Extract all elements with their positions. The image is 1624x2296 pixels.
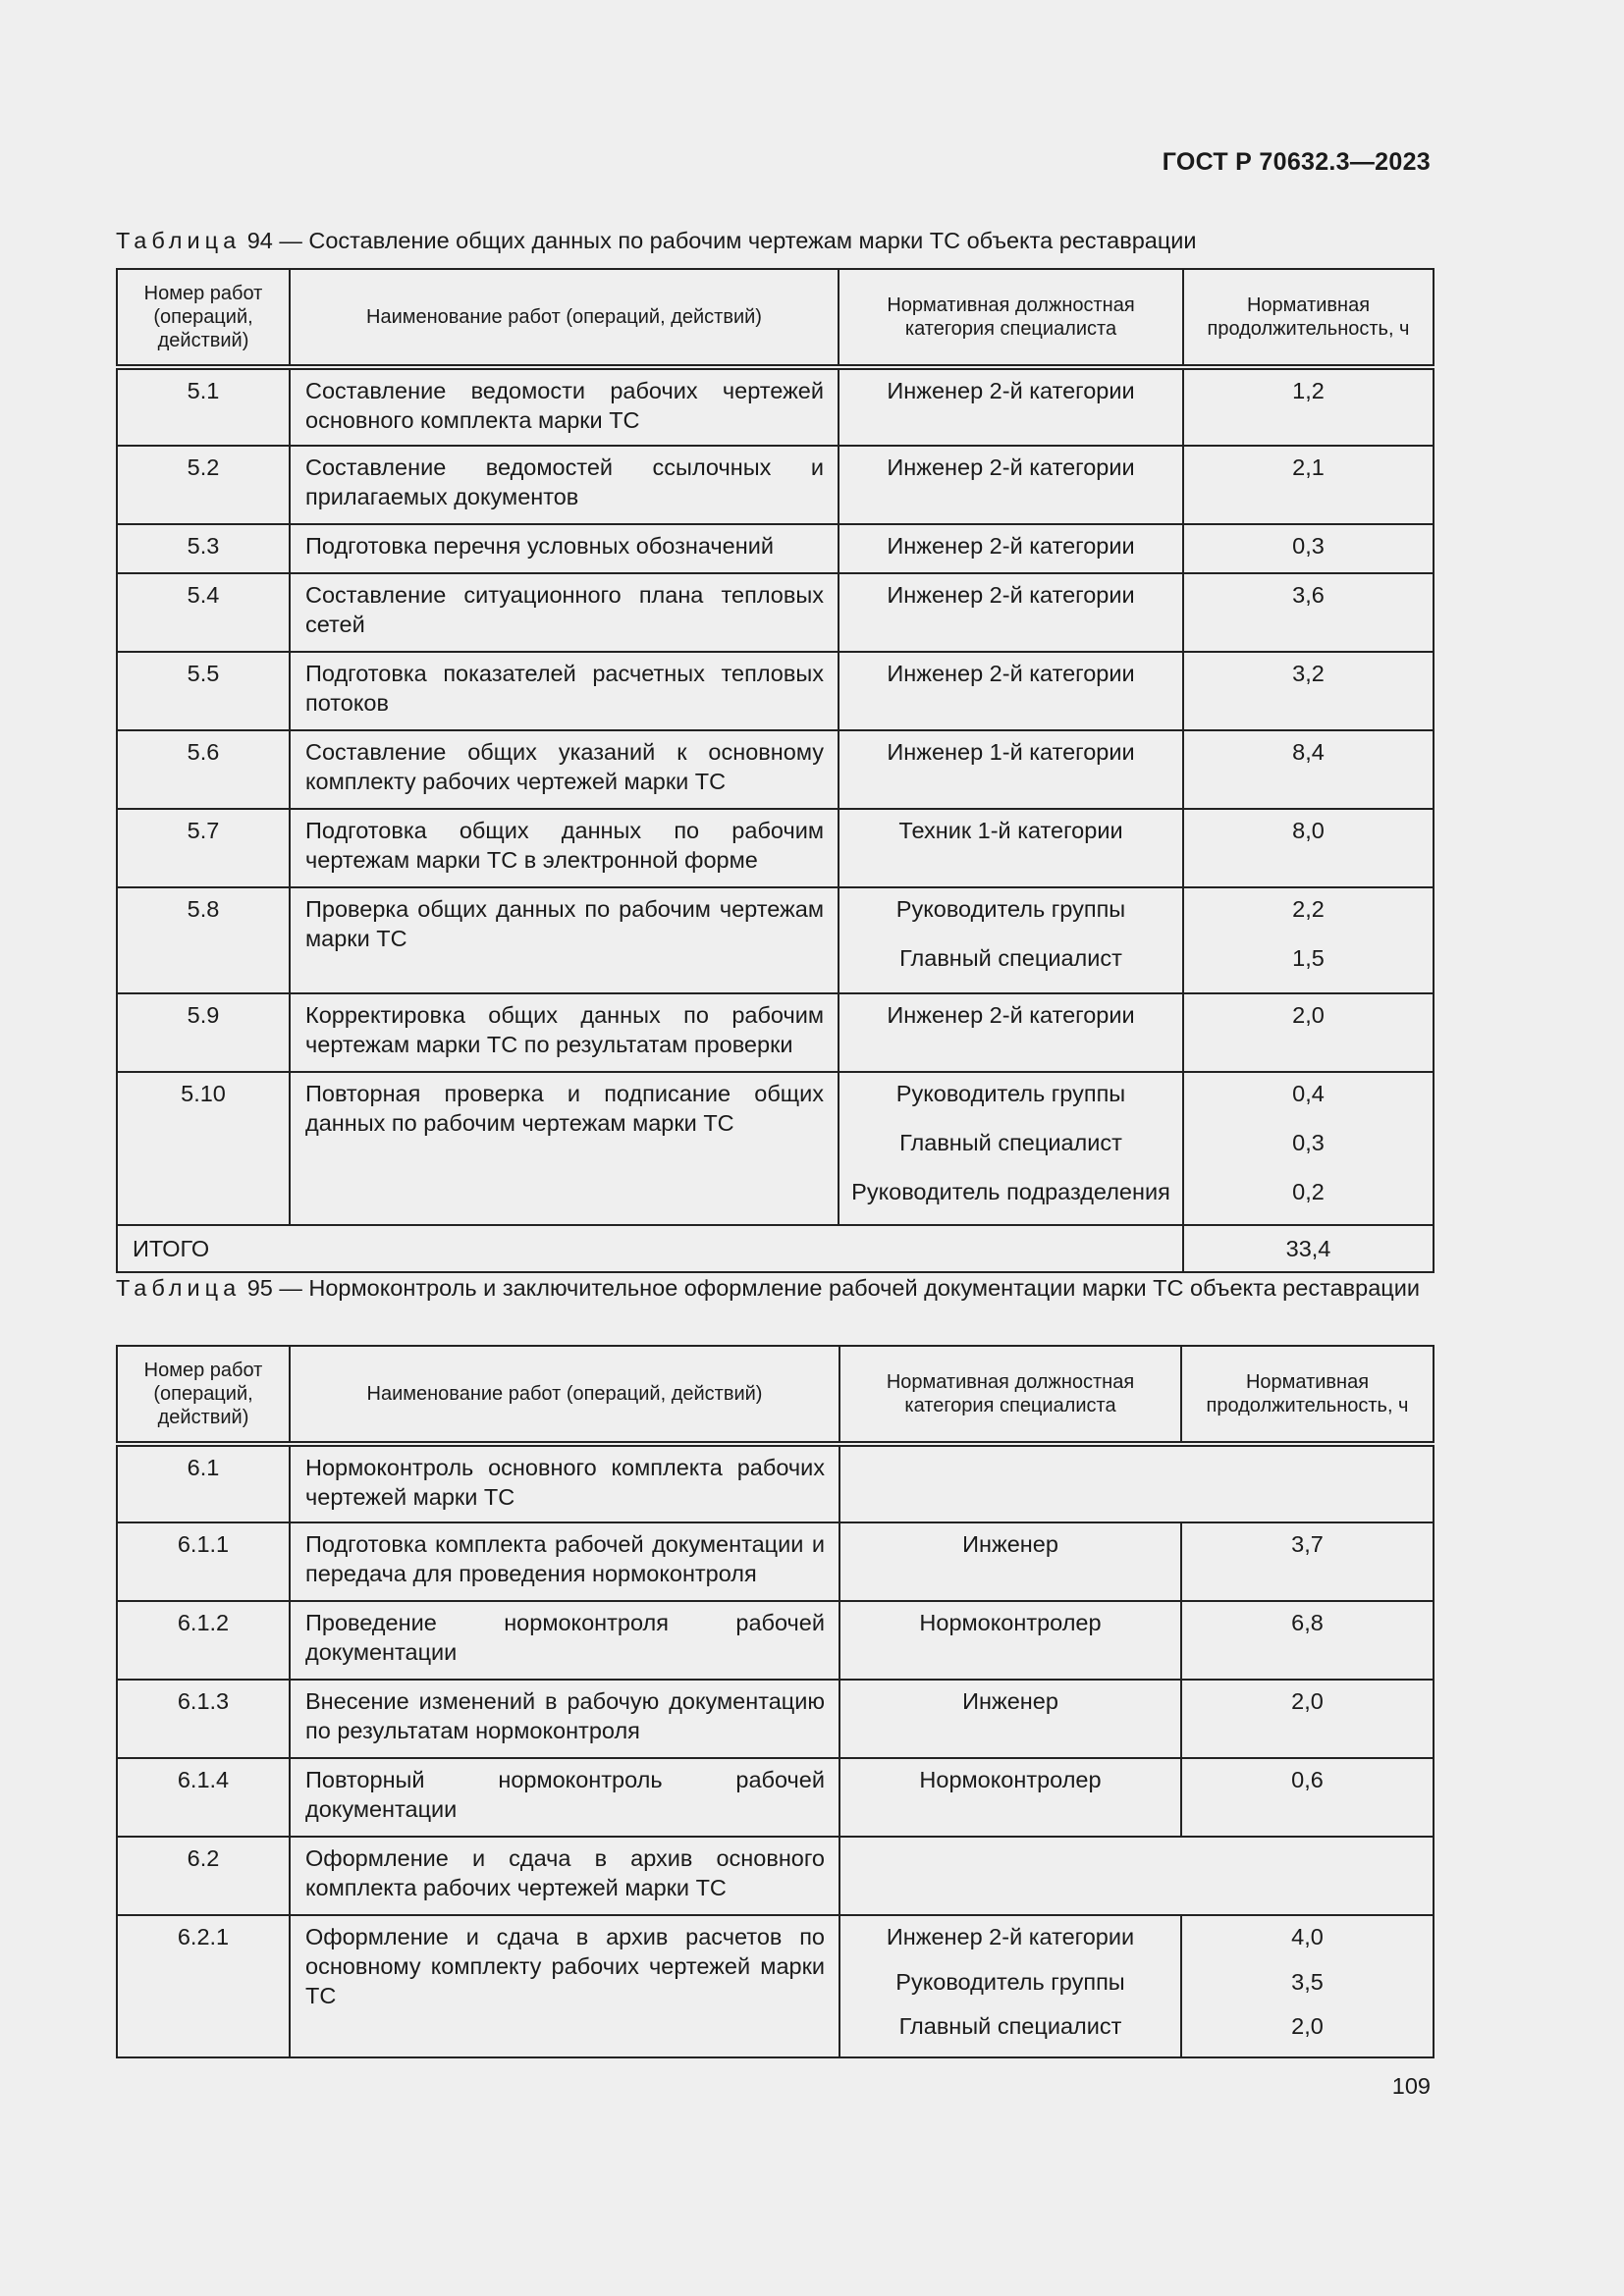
total-label: ИТОГО bbox=[117, 1225, 1183, 1272]
row-position: Руководитель подразделения bbox=[839, 1177, 1183, 1225]
row-duration: 2,0 bbox=[1183, 993, 1434, 1072]
row-number: 5.2 bbox=[117, 446, 290, 524]
row-duration: 6,8 bbox=[1181, 1601, 1434, 1680]
table-header-row bbox=[117, 1346, 1434, 1444]
table-94-caption bbox=[116, 226, 1432, 255]
row-position: Главный специалист bbox=[839, 943, 1183, 993]
row-name: Составление ведомостей ссылочных и прилагаемых документов bbox=[290, 446, 839, 524]
table-row bbox=[117, 446, 1434, 524]
row-number: 5.10 bbox=[117, 1072, 290, 1225]
table-row bbox=[117, 1601, 1434, 1680]
row-number: 5.4 bbox=[117, 573, 290, 652]
row-name: Подготовка перечня условных обозначений bbox=[290, 524, 839, 573]
col-header-name: Наименование работ (операций, действий) bbox=[290, 1346, 839, 1444]
row-duration: 2,0 bbox=[1181, 1680, 1434, 1758]
row-number: 5.7 bbox=[117, 809, 290, 887]
table-row bbox=[117, 1837, 1434, 1915]
total-row bbox=[117, 1225, 1434, 1272]
row-position: Инженер 2-й категории bbox=[839, 367, 1183, 446]
row-name: Подготовка показателей расчетных тепловых потоков bbox=[290, 652, 839, 730]
row-name: Подготовка общих данных по рабочим чертежам марки ТС в электронной форме bbox=[290, 809, 839, 887]
row-name: Составление общих указаний к основному комплекту рабочих чертежей марки ТС bbox=[290, 730, 839, 809]
row-name: Составление ситуационного плана тепловых сетей bbox=[290, 573, 839, 652]
table-row bbox=[117, 1522, 1434, 1601]
row-position: Инженер bbox=[839, 1680, 1181, 1758]
table-row bbox=[117, 1072, 1434, 1128]
row-number: 6.1.4 bbox=[117, 1758, 290, 1837]
row-name: Проведение нормоконтроля рабочей документации bbox=[290, 1601, 839, 1680]
empty-cell bbox=[839, 1444, 1434, 1522]
row-duration: 8,4 bbox=[1183, 730, 1434, 809]
table-row bbox=[117, 1680, 1434, 1758]
table-94 bbox=[116, 268, 1435, 1273]
total-value: 33,4 bbox=[1183, 1225, 1434, 1272]
row-duration: 2,2 bbox=[1183, 887, 1434, 943]
table-row bbox=[117, 887, 1434, 943]
row-duration: 0,6 bbox=[1181, 1758, 1434, 1837]
row-number: 5.9 bbox=[117, 993, 290, 1072]
row-position: Инженер 2-й категории bbox=[839, 993, 1183, 1072]
row-duration: 3,7 bbox=[1181, 1522, 1434, 1601]
empty-cell bbox=[839, 1837, 1434, 1915]
row-name: Составление ведомости рабочих чертежей основного комплекта марки ТС bbox=[290, 367, 839, 446]
row-position: Инженер 2-й категории bbox=[839, 652, 1183, 730]
row-number: 6.1.3 bbox=[117, 1680, 290, 1758]
row-name: Повторная проверка и подписание общих данных по рабочим чертежам марки ТС bbox=[290, 1072, 839, 1225]
row-duration: 3,2 bbox=[1183, 652, 1434, 730]
row-position: Нормоконтролер bbox=[839, 1758, 1181, 1837]
row-position: Главный специалист bbox=[839, 2011, 1181, 2057]
row-position: Инженер 1-й категории bbox=[839, 730, 1183, 809]
col-header-name: Наименование работ (операций, действий) bbox=[290, 269, 839, 367]
row-name: Повторный нормоконтроль рабочей документации bbox=[290, 1758, 839, 1837]
row-duration: 4,0 bbox=[1181, 1915, 1434, 1967]
col-header-number: Номер работ (операций, действий) bbox=[117, 1346, 290, 1444]
row-name: Оформление и сдача в архив расчетов по основному комплекту рабочих чертежей марки ТС bbox=[290, 1915, 839, 2057]
row-name: Внесение изменений в рабочую документацию по результатам нормоконтроля bbox=[290, 1680, 839, 1758]
table-95 bbox=[116, 1345, 1435, 2058]
row-name: Нормоконтроль основного комплекта рабочих чертежей марки ТС bbox=[290, 1444, 839, 1522]
row-duration: 3,5 bbox=[1181, 1967, 1434, 2012]
table-row bbox=[117, 524, 1434, 573]
row-number: 5.8 bbox=[117, 887, 290, 993]
row-position: Инженер bbox=[839, 1522, 1181, 1601]
row-duration: 1,2 bbox=[1183, 367, 1434, 446]
row-duration: 3,6 bbox=[1183, 573, 1434, 652]
table-row bbox=[117, 1915, 1434, 1967]
row-duration: 2,0 bbox=[1181, 2011, 1434, 2057]
table-header-row bbox=[117, 269, 1434, 367]
row-position: Главный специалист bbox=[839, 1128, 1183, 1177]
row-duration: 1,5 bbox=[1183, 943, 1434, 993]
row-position: Инженер 2-й категории bbox=[839, 446, 1183, 524]
row-position: Инженер 2-й категории bbox=[839, 524, 1183, 573]
row-duration: 0,2 bbox=[1183, 1177, 1434, 1225]
row-number: 6.1.1 bbox=[117, 1522, 290, 1601]
table-94-caption-label: Таблица bbox=[116, 228, 242, 253]
row-number: 6.1 bbox=[117, 1444, 290, 1522]
row-position: Инженер 2-й категории bbox=[839, 1915, 1181, 1967]
row-position: Нормоконтролер bbox=[839, 1601, 1181, 1680]
row-name: Подготовка комплекта рабочей документации и передача для проведения нормоконтроля bbox=[290, 1522, 839, 1601]
col-header-number: Номер работ (операций, действий) bbox=[117, 269, 290, 367]
table-row bbox=[117, 730, 1434, 809]
col-header-position: Нормативная должностная категория специалиста bbox=[839, 1346, 1181, 1444]
col-header-duration: Нормативная продолжительность, ч bbox=[1183, 269, 1434, 367]
row-number: 5.5 bbox=[117, 652, 290, 730]
table-95-caption-label: Таблица bbox=[116, 1275, 242, 1301]
table-row bbox=[117, 652, 1434, 730]
table-row bbox=[117, 1758, 1434, 1837]
row-name: Проверка общих данных по рабочим чертежам марки ТС bbox=[290, 887, 839, 993]
row-position: Руководитель группы bbox=[839, 1967, 1181, 2012]
table-row bbox=[117, 573, 1434, 652]
page-number: 109 bbox=[1391, 2073, 1431, 2099]
table-95-caption-text: 95 — Нормоконтроль и заключительное оформление рабочей документации марки ТС объекта реставрации bbox=[246, 1275, 1420, 1301]
row-duration: 0,4 bbox=[1183, 1072, 1434, 1128]
col-header-duration: Нормативная продолжительность, ч bbox=[1181, 1346, 1434, 1444]
row-number: 5.6 bbox=[117, 730, 290, 809]
row-name: Корректировка общих данных по рабочим чертежам марки ТС по результатам проверки bbox=[290, 993, 839, 1072]
row-number: 6.2.1 bbox=[117, 1915, 290, 2057]
row-duration: 0,3 bbox=[1183, 1128, 1434, 1177]
table-row bbox=[117, 993, 1434, 1072]
table-row bbox=[117, 809, 1434, 887]
row-position: Инженер 2-й категории bbox=[839, 573, 1183, 652]
row-number: 6.2 bbox=[117, 1837, 290, 1915]
row-duration: 2,1 bbox=[1183, 446, 1434, 524]
row-duration: 0,3 bbox=[1183, 524, 1434, 573]
row-position: Руководитель группы bbox=[839, 1072, 1183, 1128]
col-header-position: Нормативная должностная категория специалиста bbox=[839, 269, 1183, 367]
row-name: Оформление и сдача в архив основного комплекта рабочих чертежей марки ТС bbox=[290, 1837, 839, 1915]
row-position: Техник 1-й категории bbox=[839, 809, 1183, 887]
table-row bbox=[117, 1444, 1434, 1522]
table-95-caption bbox=[116, 1273, 1432, 1303]
row-position: Руководитель группы bbox=[839, 887, 1183, 943]
row-number: 5.3 bbox=[117, 524, 290, 573]
document-code: ГОСТ Р 70632.3—2023 bbox=[1162, 148, 1431, 176]
row-number: 6.1.2 bbox=[117, 1601, 290, 1680]
row-duration: 8,0 bbox=[1183, 809, 1434, 887]
row-number: 5.1 bbox=[117, 367, 290, 446]
table-row bbox=[117, 367, 1434, 446]
table-94-caption-text: 94 — Составление общих данных по рабочим чертежам марки ТС объекта реставрации bbox=[246, 228, 1197, 253]
